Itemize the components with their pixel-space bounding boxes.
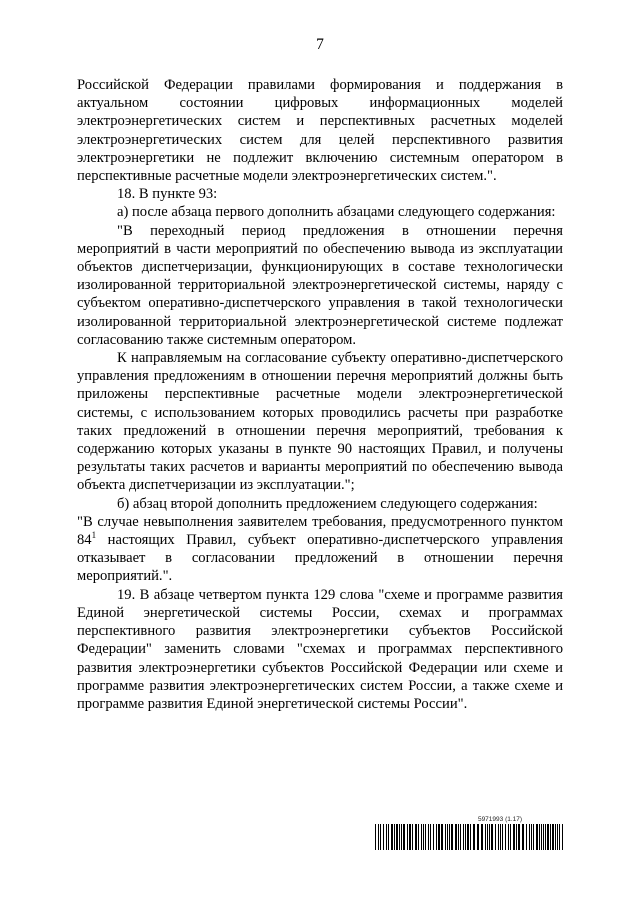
paragraph-quote-1: "В переходный период предложения в отношении перечня мероприятий в части мероприятий по обеспечению вывода из эксплуатации объектов диспетчеризации, функционирующих в составе технологически изолированной территориальной электроэнергетической системы, наряду с субъектом оперативно-диспетчерского управления в такой технологически изолированной территориальной электроэнергетической системе подлежат согласованию также системным оператором.: [77, 222, 563, 348]
quote-b-text-2: настоящих Правил, субъект оперативно-диспетчерского управления отказывает в согласовании предложений в отношении перечня мероприятий.".: [77, 532, 563, 585]
barcode-label: 5971993 (1.17): [477, 816, 523, 823]
quote-b-superscript: 1: [91, 530, 97, 541]
page-number: 7: [316, 36, 324, 53]
quote-b-text-1: "В случае невыполнения заявителем требования, предусмотренного пунктом 84: [77, 513, 563, 549]
paragraph-subitem-a: а) после абзаца первого дополнить абзацами следующего содержания:: [117, 204, 556, 221]
document-body: [77, 76, 563, 713]
paragraph-quote-2: К направляемым на согласование субъекту оперативно-диспетчерского управления предложениям в отношении перечня мероприятий должны быть приложены перспективные расчетные модели электроэнергетической системы, с использованием которых проводились расчеты при разработке таких предложений в отношении перечня мероприятий, требования к содержанию которых указаны в пункте 90 настоящих Правил, и получены результаты таких расчетов и варианты мероприятий по обеспечению вывода объекта диспетчеризации из эксплуатации.";: [77, 350, 563, 494]
paragraph-item-18: 18. В пункте 93:: [117, 186, 218, 203]
barcode-image: [375, 824, 565, 850]
paragraph-subitem-b: б) абзац второй дополнить предложением следующего содержания:: [117, 495, 538, 512]
barcode-block: [375, 816, 565, 850]
paragraph-quote-b: [77, 513, 563, 586]
paragraph-item-19: 19. В абзаце четвертом пункта 129 слова "схеме и программе развития Единой энергетической системы России, схемах и программах перспективного развития электроэнергетики субъектов Российской Федерации" заменить словами "схемах и программах перспективного развития электроэнергетики субъектов Российской Федерации или схеме и программе развития электроэнергетических систем России, а также схеме и программе развития Единой энергетической системы России".: [77, 586, 563, 712]
paragraph-continuation: Российской Федерации правилами формирования и поддержания в актуальном состоянии цифровых информационных моделей электроэнергетических систем и перспективных расчетных моделей электроэнергетических систем для целей перспективного развития электроэнергетики не подлежит включению системным оператором в перспективные расчетные модели электроэнергетических систем.".: [77, 77, 563, 185]
